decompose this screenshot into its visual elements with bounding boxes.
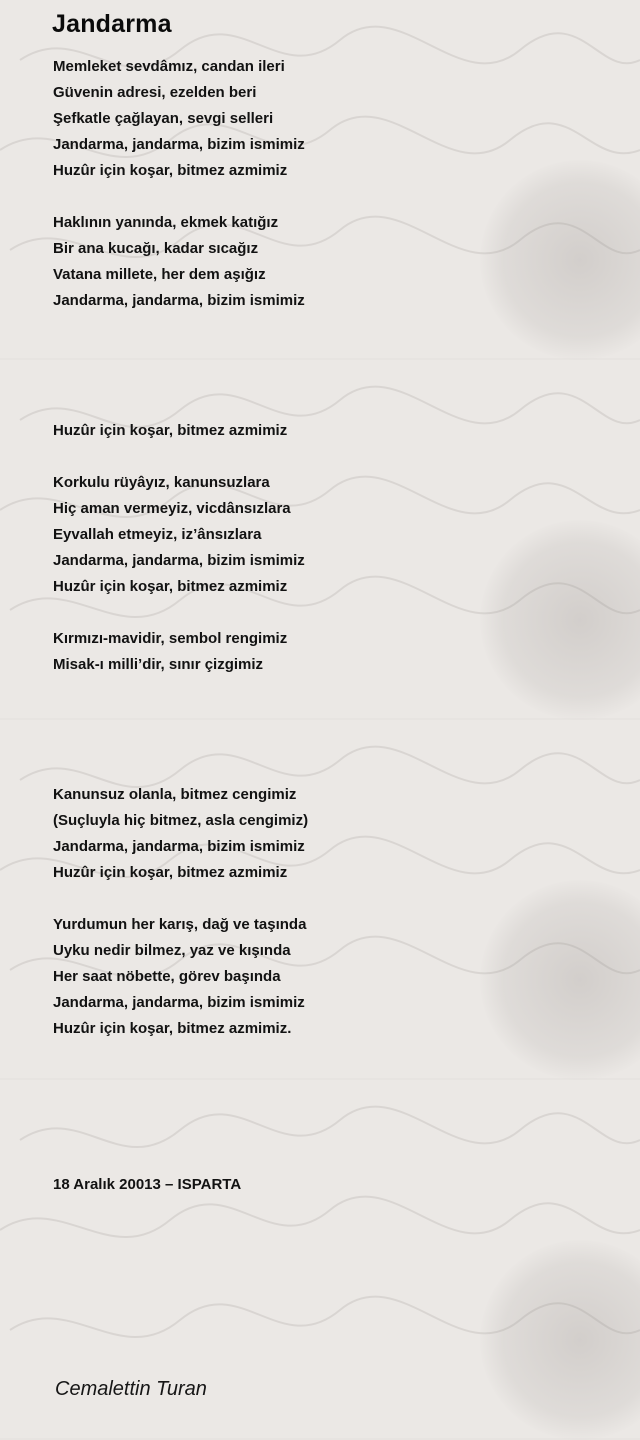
poem-line: Jandarma, jandarma, bizim ismimiz bbox=[53, 136, 305, 153]
stanza-gap bbox=[53, 600, 613, 626]
poem-line: Korkulu rüyâyız, kanunsuzlara bbox=[53, 474, 270, 491]
stanza-gap bbox=[53, 730, 613, 756]
stanza-gap bbox=[53, 704, 613, 730]
stanza-gap bbox=[53, 366, 613, 392]
poem-line: Vatana millete, her dem aşığız bbox=[53, 266, 266, 283]
poem-line: Şefkatle çağlayan, sevgi selleri bbox=[53, 110, 274, 127]
stanza-gap bbox=[53, 392, 613, 418]
poem-line: 18 Aralık 20013 – ISPARTA bbox=[53, 1176, 242, 1193]
poem-line: Jandarma, jandarma, bizim ismimiz bbox=[53, 292, 305, 309]
poem-line: Her saat nöbette, görev başında bbox=[53, 968, 281, 985]
stanza-gap bbox=[53, 1042, 613, 1068]
stanza-gap bbox=[53, 1094, 613, 1120]
poem-line: Jandarma, jandarma, bizim ismimiz bbox=[53, 994, 305, 1011]
poem-line: Kanunsuz olanla, bitmez cengimiz bbox=[53, 786, 297, 803]
stanza-gap bbox=[53, 314, 613, 340]
stanza-gap bbox=[53, 1068, 613, 1094]
poem-line: Misak-ı milli’dir, sınır çizgimiz bbox=[53, 656, 264, 673]
poem-line: Huzûr için koşar, bitmez azmimiz bbox=[53, 864, 288, 881]
poem-line: Huzûr için koşar, bitmez azmimiz bbox=[53, 578, 288, 595]
stanza-gap bbox=[53, 756, 613, 782]
poem-body bbox=[53, 54, 613, 1198]
stanza-gap bbox=[53, 678, 613, 704]
stanza-gap bbox=[53, 1146, 613, 1172]
poem-line: (Suçluyla hiç bitmez, asla cengimiz) bbox=[53, 812, 309, 829]
stanza-gap bbox=[53, 1120, 613, 1146]
poem-line: Eyvallah etmeyiz, iz’ânsızlara bbox=[53, 526, 262, 543]
poem-line: Yurdumun her karış, dağ ve taşında bbox=[53, 916, 307, 933]
poem-author: Cemalettin Turan bbox=[55, 1378, 207, 1400]
poem-line: Memleket sevdâmız, candan ileri bbox=[53, 58, 285, 75]
stanza-gap bbox=[53, 444, 613, 470]
poem-title: Jandarma bbox=[52, 10, 172, 38]
poem-line: Kırmızı-mavidir, sembol rengimiz bbox=[53, 630, 288, 647]
poem-line: Huzûr için koşar, bitmez azmimiz bbox=[53, 422, 288, 439]
stanza-gap bbox=[53, 886, 613, 912]
poem-line: Jandarma, jandarma, bizim ismimiz bbox=[53, 552, 305, 569]
stanza-gap bbox=[53, 340, 613, 366]
stanza-gap bbox=[53, 184, 613, 210]
poem-line: Haklının yanında, ekmek katığız bbox=[53, 214, 279, 231]
poem-line: Bir ana kucağı, kadar sıcağız bbox=[53, 240, 259, 257]
poem-line: Güvenin adresi, ezelden beri bbox=[53, 84, 257, 101]
poem-line: Huzûr için koşar, bitmez azmimiz. bbox=[53, 1020, 292, 1037]
poem-line: Huzûr için koşar, bitmez azmimiz bbox=[53, 162, 288, 179]
poem-line: Uyku nedir bilmez, yaz ve kışında bbox=[53, 942, 291, 959]
poem-line: Jandarma, jandarma, bizim ismimiz bbox=[53, 838, 305, 855]
poem-line: Hiç aman vermeyiz, vicdânsızlara bbox=[53, 500, 291, 517]
